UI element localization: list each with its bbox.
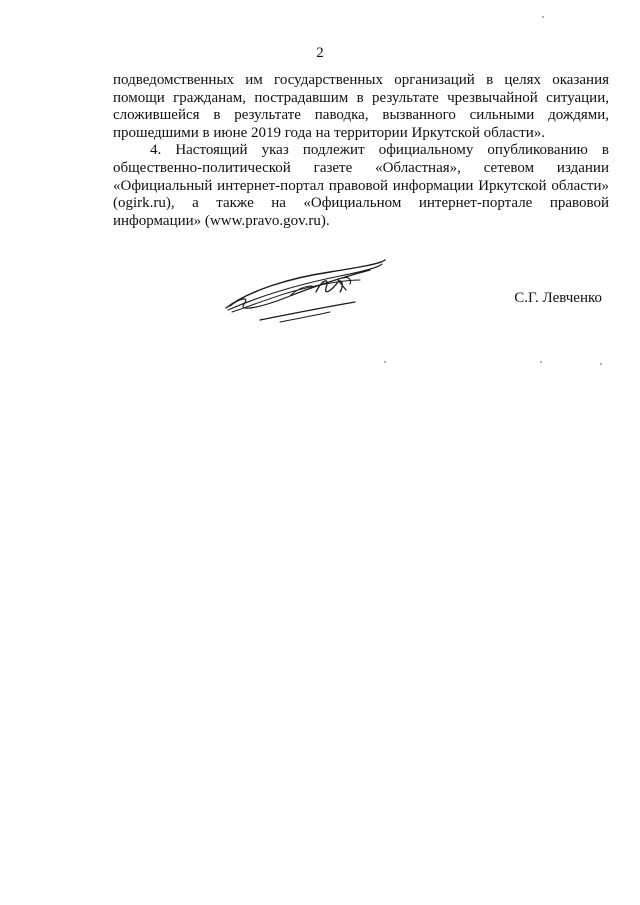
scan-speck bbox=[600, 363, 602, 365]
scan-speck bbox=[542, 16, 544, 18]
scan-speck bbox=[540, 361, 542, 363]
paragraph-item-4: 4. Настоящий указ подлежит официальному опубликованию в общественно-политической газете «Областная», сетевом издании «Официальный интернет-портал правовой информации Иркутской области» (ogirk.ru), а также на «Официальном интернет-портале правовой информации» (www.pravo.gov.ru). bbox=[113, 142, 609, 229]
page-number: 2 bbox=[316, 45, 324, 61]
document-body bbox=[113, 72, 609, 230]
signer-name: С.Г. Левченко bbox=[514, 290, 602, 306]
signature-image bbox=[220, 250, 390, 330]
scan-speck bbox=[384, 361, 386, 363]
signature-scribble bbox=[220, 250, 390, 330]
paragraph-continuation: подведомственных им государственных организаций в целях оказания помощи гражданам, пострадавшим в результате чрезвычайной ситуации, сложившейся в результате паводка, вызванного сильными дождями, прошедшими в июне 2019 года на территории Иркутской области». bbox=[113, 72, 609, 141]
